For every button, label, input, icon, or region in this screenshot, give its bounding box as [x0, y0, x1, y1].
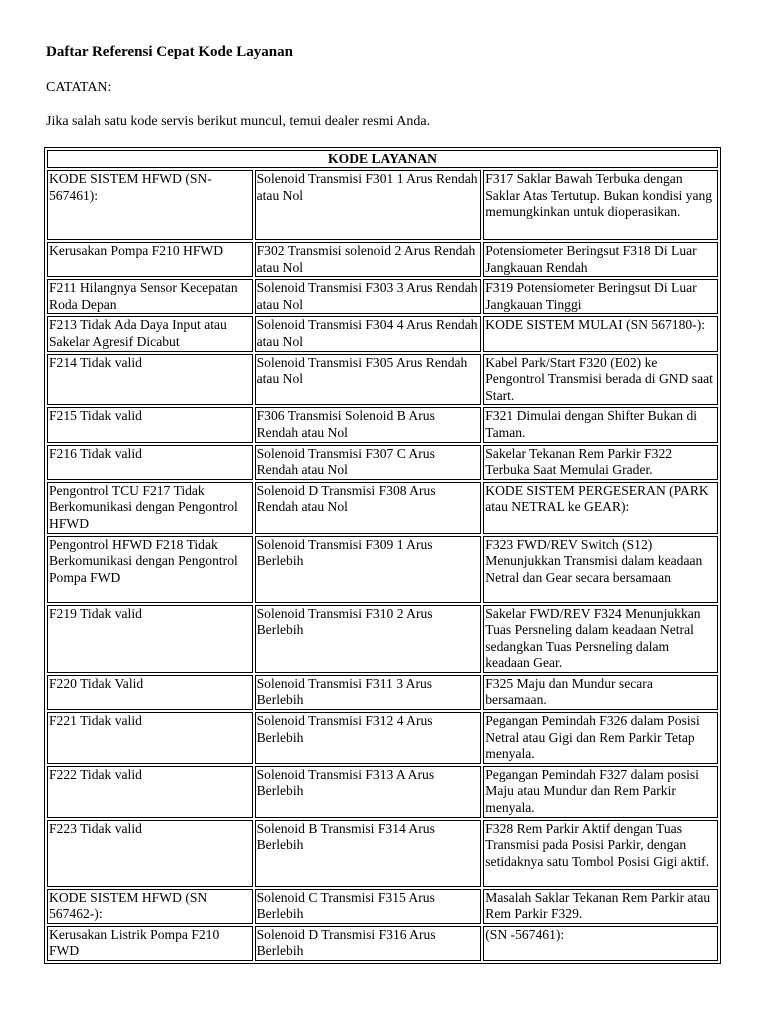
table-cell: Masalah Saklar Tekanan Rem Parkir atau Rem Parkir F329.	[483, 889, 718, 924]
table-row	[47, 279, 718, 314]
table-cell: F219 Tidak valid	[47, 605, 253, 673]
table-row	[47, 926, 718, 961]
table-row	[47, 482, 718, 534]
table-cell: F302 Transmisi solenoid 2 Arus Rendah atau Nol	[255, 242, 482, 277]
table-cell: KODE SISTEM HFWD (SN 567462-):	[47, 889, 253, 924]
table-cell: F323 FWD/REV Switch (S12) Menunjukkan Transmisi dalam keadaan Netral dan Gear secara bersamaan	[483, 536, 718, 603]
table-row	[47, 675, 718, 710]
table-cell: Solenoid Transmisi F312 4 Arus Berlebih	[255, 712, 482, 764]
table-cell: F317 Saklar Bawah Terbuka dengan Saklar Atas Tertutup. Bukan kondisi yang memungkinkan untuk dioperasikan.	[483, 170, 718, 240]
table-cell: F215 Tidak valid	[47, 407, 253, 442]
table-cell: Solenoid Transmisi F307 C Arus Rendah atau Nol	[255, 445, 482, 480]
table-cell: Solenoid Transmisi F301 1 Arus Rendah atau Nol	[255, 170, 482, 240]
table-body	[47, 170, 718, 961]
table-cell: F325 Maju dan Mundur secara bersamaan.	[483, 675, 718, 710]
table-cell: KODE SISTEM PERGESERAN (PARK atau NETRAL ke GEAR):	[483, 482, 718, 534]
table-cell: F321 Dimulai dengan Shifter Bukan di Taman.	[483, 407, 718, 442]
table-cell: Pengontrol TCU F217 Tidak Berkomunikasi dengan Pengontrol HFWD	[47, 482, 253, 534]
table-cell: F216 Tidak valid	[47, 445, 253, 480]
table-cell: F213 Tidak Ada Daya Input atau Sakelar Agresif Dicabut	[47, 316, 253, 351]
table-cell: F328 Rem Parkir Aktif dengan Tuas Transmisi pada Posisi Parkir, dengan setidaknya satu Tombol Posisi Gigi aktif.	[483, 820, 718, 887]
table-row	[47, 536, 718, 603]
table-row	[47, 354, 718, 406]
table-cell: Solenoid Transmisi F309 1 Arus Berlebih	[255, 536, 482, 603]
table-cell: F220 Tidak Valid	[47, 675, 253, 710]
table-cell: F223 Tidak valid	[47, 820, 253, 887]
table-cell: (SN -567461):	[483, 926, 718, 961]
table-cell: Solenoid Transmisi F311 3 Arus Berlebih	[255, 675, 482, 710]
table-cell: Kerusakan Pompa F210 HFWD	[47, 242, 253, 277]
table-row	[47, 820, 718, 887]
table-cell: Solenoid D Transmisi F308 Arus Rendah atau Nol	[255, 482, 482, 534]
table-cell: Kabel Park/Start F320 (E02) ke Pengontrol Transmisi berada di GND saat Start.	[483, 354, 718, 406]
table-row	[47, 242, 718, 277]
table-row	[47, 407, 718, 442]
note-label: CATATAN:	[46, 80, 112, 95]
table-cell: Pegangan Pemindah F326 dalam Posisi Netral atau Gigi dan Rem Parkir Tetap menyala.	[483, 712, 718, 764]
service-code-table	[44, 147, 721, 964]
table-cell: Solenoid D Transmisi F316 Arus Berlebih	[255, 926, 482, 961]
table-cell: F306 Transmisi Solenoid B Arus Rendah atau Nol	[255, 407, 482, 442]
table-cell: Pegangan Pemindah F327 dalam posisi Maju atau Mundur dan Rem Parkir menyala.	[483, 766, 718, 818]
note-text: Jika salah satu kode servis berikut muncul, temui dealer resmi Anda.	[46, 114, 431, 129]
table-row	[47, 766, 718, 818]
table-cell: Solenoid Transmisi F310 2 Arus Berlebih	[255, 605, 482, 673]
table-cell: F214 Tidak valid	[47, 354, 253, 406]
table-cell: KODE SISTEM HFWD (SN-567461):	[47, 170, 253, 240]
table-cell: Solenoid B Transmisi F314 Arus Berlebih	[255, 820, 482, 887]
table-cell: F221 Tidak valid	[47, 712, 253, 764]
table-row	[47, 889, 718, 924]
table-cell: Solenoid C Transmisi F315 Arus Berlebih	[255, 889, 482, 924]
table-row	[47, 316, 718, 351]
table-cell: Pengontrol HFWD F218 Tidak Berkomunikasi dengan Pengontrol Pompa FWD	[47, 536, 253, 603]
table-row	[47, 170, 718, 240]
table-cell: KODE SISTEM MULAI (SN 567180-):	[483, 316, 718, 351]
table-cell: Solenoid Transmisi F303 3 Arus Rendah atau Nol	[255, 279, 482, 314]
table-cell: Solenoid Transmisi F304 4 Arus Rendah atau Nol	[255, 316, 482, 351]
table-cell: Solenoid Transmisi F313 A Arus Berlebih	[255, 766, 482, 818]
table-cell: F319 Potensiometer Beringsut Di Luar Jangkauan Tinggi	[483, 279, 718, 314]
table-row	[47, 445, 718, 480]
table-row	[47, 605, 718, 673]
table-cell: Kerusakan Listrik Pompa F210 FWD	[47, 926, 253, 961]
table-cell: F222 Tidak valid	[47, 766, 253, 818]
table-header-row	[47, 150, 718, 168]
table-header: KODE LAYANAN	[47, 150, 718, 168]
table-row	[47, 712, 718, 764]
table-cell: Sakelar FWD/REV F324 Menunjukkan Tuas Persneling dalam keadaan Netral sedangkan Tuas Persneling dalam keadaan Gear.	[483, 605, 718, 673]
page-title: Daftar Referensi Cepat Kode Layanan	[46, 44, 293, 60]
table-cell: F211 Hilangnya Sensor Kecepatan Roda Depan	[47, 279, 253, 314]
table-cell: Solenoid Transmisi F305 Arus Rendah atau Nol	[255, 354, 482, 406]
table-cell: Potensiometer Beringsut F318 Di Luar Jangkauan Rendah	[483, 242, 718, 277]
table-cell: Sakelar Tekanan Rem Parkir F322 Terbuka Saat Memulai Grader.	[483, 445, 718, 480]
